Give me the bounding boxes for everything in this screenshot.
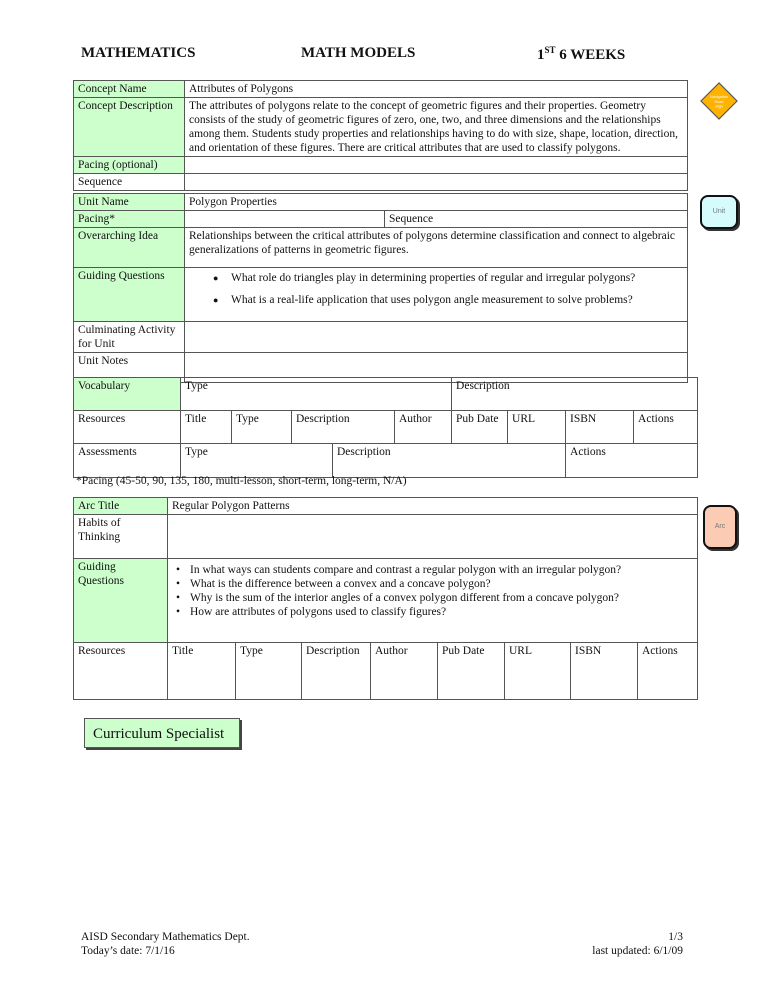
habits-label: Habits of Thinking [74, 515, 168, 559]
arc-guiding-question: • Why is the sum of the interior angles of a convex polygon different from a concave polygon? [172, 591, 693, 605]
concept-desc-value: The attributes of polygons relate to the concept of geometric figures and their properties. Geometry consists of the study of geometric figures of zero, one, two, and three dimensions and the relationships among them. Students study properties and relationships having to do with size, shape, location, direction, and orientation of these figures. There are critical attributes that are used to classify polygons. [185, 98, 688, 157]
arc-guiding-question: • What is the difference between a convex and a concave polygon? [172, 577, 693, 591]
resources-table [73, 377, 698, 478]
resource-col-isbn: ISBN [566, 411, 634, 444]
arc-resource-col-url: URL [505, 643, 571, 700]
arc-table [73, 497, 698, 700]
footer-dept: AISD Secondary Mathematics Dept. [81, 931, 250, 943]
unit-idea-value: Relationships between the critical attributes of polygons determine classification and connect to algebraic generalizations of patterns in geometric figures. [185, 228, 688, 268]
unit-guiding-question: ● What role do triangles play in determining properties of regular and irregular polygons? [213, 271, 683, 285]
resource-col-pubdate: Pub Date [452, 411, 508, 444]
svg-text:Sign: Sign [715, 104, 723, 109]
unit-guiding-question: ● What is a real-life application that uses polygon angle measurement to solve problems? [213, 293, 683, 307]
assess-col-description: Description [333, 444, 566, 478]
arc-resource-col-actions: Actions [638, 643, 698, 700]
arc-resource-col-isbn: ISBN [571, 643, 638, 700]
footer-left [81, 930, 250, 958]
resources-label: Resources [74, 411, 181, 444]
resource-col-description: Description [292, 411, 395, 444]
resource-col-actions: Actions [634, 411, 698, 444]
curriculum-specialist-box: Curriculum Specialist [84, 718, 240, 748]
course-title: MATH MODELS [301, 45, 416, 61]
unit-name-label: Unit Name [74, 194, 185, 211]
arc-badge-icon: Arc [703, 505, 737, 549]
assess-col-type: Type [181, 444, 333, 478]
arc-resource-col-type: Type [236, 643, 302, 700]
arc-resource-col-author: Author [371, 643, 438, 700]
resource-col-type: Type [232, 411, 292, 444]
footer-page: 1/3 [668, 931, 683, 943]
unit-table [73, 193, 688, 383]
unit-sequence-label: Sequence [385, 211, 688, 228]
subject-title: MATHEMATICS [81, 45, 196, 61]
arc-guiding-question: • In what ways can students compare and contrast a regular polygon with an irregular polygon? [172, 563, 693, 577]
pacing-footnote: *Pacing (45-50, 90, 135, 180, multi-lesson, short-term, long-term, N/A) [76, 475, 407, 487]
concept-pacing-label: Pacing (optional) [74, 157, 185, 174]
arc-title-value: Regular Polygon Patterns [168, 498, 698, 515]
page-header [81, 45, 641, 65]
unit-gq-label: Guiding Questions [74, 268, 185, 322]
footer-updated: last updated: 6/1/09 [592, 945, 683, 957]
culminating-value [185, 322, 688, 353]
period-title [537, 45, 625, 64]
navigation-sign-icon [700, 82, 738, 120]
period-rest: 6 WEEKS [555, 47, 626, 63]
concept-pacing-value [185, 157, 688, 174]
svg-text:Navigation: Navigation [710, 95, 728, 100]
svg-text:Road: Road [714, 99, 724, 104]
concept-name-value: Attributes of Polygons [185, 81, 688, 98]
vocabulary-label: Vocabulary [74, 378, 181, 411]
concept-table [73, 80, 688, 191]
culminating-label: Culminating Activity for Unit [74, 322, 185, 353]
unit-guiding-questions [185, 268, 688, 322]
resource-col-title: Title [181, 411, 232, 444]
unit-notes-label: Unit Notes [74, 353, 185, 383]
resource-col-author: Author [395, 411, 452, 444]
concept-sequence-label: Sequence [74, 174, 185, 191]
unit-pacing-label: Pacing* [74, 211, 185, 228]
footer-right [592, 930, 683, 958]
unit-name-value: Polygon Properties [185, 194, 688, 211]
arc-guiding-question: • How are attributes of polygons used to classify figures? [172, 605, 693, 619]
arc-resource-col-title: Title [168, 643, 236, 700]
concept-desc-label: Concept Description [74, 98, 185, 157]
period-number: 1 [537, 47, 545, 63]
arc-resource-col-description: Description [302, 643, 371, 700]
arc-guiding-questions [168, 559, 698, 643]
vocab-col-type: Type [181, 378, 452, 411]
footer-today: Today’s date: 7/1/16 [81, 945, 175, 957]
habits-value [168, 515, 698, 559]
concept-sequence-value [185, 174, 688, 191]
arc-resource-col-pubdate: Pub Date [438, 643, 505, 700]
arc-gq-label: Guiding Questions [74, 559, 168, 643]
concept-name-label: Concept Name [74, 81, 185, 98]
vocab-col-description: Description [452, 378, 698, 411]
unit-idea-label: Overarching Idea [74, 228, 185, 268]
arc-title-label: Arc Title [74, 498, 168, 515]
period-suffix: ST [544, 45, 556, 55]
unit-badge-icon: Unit [700, 195, 738, 229]
assessments-label: Assessments [74, 444, 181, 478]
assess-col-actions: Actions [566, 444, 698, 478]
unit-pacing-value [185, 211, 385, 228]
arc-resources-label: Resources [74, 643, 168, 700]
resource-col-url: URL [508, 411, 566, 444]
